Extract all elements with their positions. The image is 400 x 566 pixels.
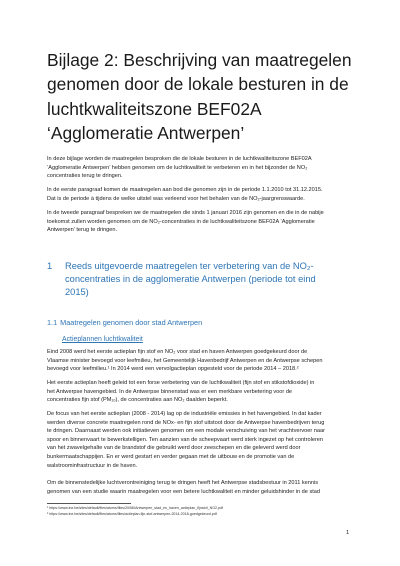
section-heading-text <box>65 260 359 299</box>
text-line: In deze bijlage worden de maatregelen besproken die de lokale besturen in de luchtkwaliteitszone BEF02A <box>47 156 312 162</box>
page-number: 1 <box>346 530 350 536</box>
intro-paragraph-3 <box>47 209 359 235</box>
text-line: bevoegd voor leefmilieu.¹ In 2014 werd een vervolgactieplan opgesteld voor de periode 2014 – 2018.² <box>47 366 299 373</box>
text-line: bunkermaatschappijen. En er werd gestart en verder gegaan met de uitbouw en de promotie van de <box>47 453 295 460</box>
text-line: toekomst zullen worden genomen om de NO₂-concentraties in de luchtkwaliteitszone BEF02A ‘Agglomeratie <box>47 218 315 225</box>
text-line: concentraties fijn stof (PM₁₀), de concentraties aan NO₂ daalden beperkt. <box>47 397 228 404</box>
body-paragraph-4 <box>47 479 359 496</box>
text-line: ‘Agglomeratie Antwerpen’ hebben genomen om de luchtkwaliteit te verbeteren en in het bijzonder de NO₂ <box>47 164 308 171</box>
body-paragraph-2 <box>47 379 359 405</box>
text-line: te dringen. Daarnaast werden ook initiatieven genomen om een modale verschuiving van het vrachtvervoer naar <box>47 428 325 435</box>
text-line: spoor en binnenvaart te bewerkstelligen. Ten aanzien van de scheepvaart werd sterk ingezet op het controleren <box>47 436 324 443</box>
text-line: concentraties terug te dringen. <box>47 173 123 180</box>
intro-paragraph-2 <box>47 186 359 203</box>
footnote-separator <box>47 503 131 504</box>
text-line: genomen van een studie waarin maatregelen voor een betere luchtkwaliteit en minder geluidshinder in de stad <box>47 488 321 495</box>
footnote-1: ¹ https://www.lne.be/sites/default/files/atoms/files/20080Antwerpen_stad_en_haven_actieplan_fijnstof_NO2.pdf <box>47 506 224 510</box>
section-heading-1-1 <box>47 318 202 328</box>
title-line: genomen door de lokale besturen in de <box>47 74 349 95</box>
heading-line: 2015) <box>65 287 89 297</box>
text-line: Het eerste actieplan heeft geleid tot een forse verbetering van de luchtkwaliteit (fijn stof en stikstofdioxide) in <box>47 380 315 386</box>
text-line: van het zwavelgehalte van de brandstof die gebruikt werd door zeeschepen en die geleverd werd door <box>47 445 301 452</box>
title-line: ‘Agglomeratie Antwerpen’ <box>47 123 245 144</box>
intro-paragraph-1 <box>47 155 359 181</box>
subsection-label: Maatregelen genomen door stad Antwerpen <box>60 318 203 327</box>
title-line: luchtkwaliteitszone BEF02A <box>47 98 262 119</box>
text-line: Eind 2008 werd het eerste actieplan fijn stof en NO₂ voor stad en haven Antwerpen goedgekeurd door de <box>47 349 308 355</box>
section-number: 1 <box>47 261 53 271</box>
heading-line: Reeds uitgevoerde maatregelen ter verbetering van de NO₂- <box>65 261 314 271</box>
title-line: Bijlage 2: Beschrijving van maatregelen <box>47 50 352 70</box>
page-title <box>47 48 367 146</box>
text-line: In de eerste paragraaf komen de maatregelen aan bod die genomen zijn in de periode 1.1.2010 tot 31.12.2015. <box>47 187 323 193</box>
body-paragraph-1 <box>47 348 359 374</box>
heading-line: concentraties in de agglomeratie Antwerpen (periode tot eind <box>65 274 316 284</box>
text-line: het Antwerpse havengebied. In de Antwerpse binnenstad was er een merkbare verbetering voor de <box>47 388 293 395</box>
subsection-number: 1.1 <box>47 318 58 327</box>
text-line: walstroominfrastructuur in de haven. <box>47 462 138 469</box>
text-line: In de tweede paragraaf bespreken we de maatregelen die sinds 1 januari 2016 zijn genomen en die in de nabije <box>47 210 324 216</box>
text-line: werden diverse concrete maatregelen rond de NOx- en fijn stof uitstoot door de Antwerpse havenbedrijven terug <box>47 419 325 426</box>
text-line: Antwerpen’ terug te dringen. <box>47 227 118 234</box>
subheading-actieplannen: Actieplannen luchtkwaliteit <box>62 336 143 343</box>
text-line: Dat is de periode à tijdens de welke uitstel was verleend voor het behalen van de NO₂-jaargrenswaarde. <box>47 195 305 202</box>
body-paragraph-3 <box>47 410 359 470</box>
text-line: Vlaamse minister bevoegd voor leefmilieu, het Gemeentelijk Havenbedrijf Antwerpen en de Antwerpse schepen <box>47 357 323 364</box>
text-line: De focus van het eerste actieplan (2008 - 2014) lag op de industriële emissies in het havengebied. In dat kader <box>47 411 322 417</box>
footnote-2: ² https://www.lne.be/sites/default/files/atoms/files/actieplan-fijn-stof-antwerpen-2014-2018-goedgekeurd.pdf <box>47 512 217 516</box>
text-line: Om de binnenstedelijke luchtverontreiniging terug te dringen heeft het Antwerpse stadsbestuur in 2011 kennis <box>47 480 319 486</box>
